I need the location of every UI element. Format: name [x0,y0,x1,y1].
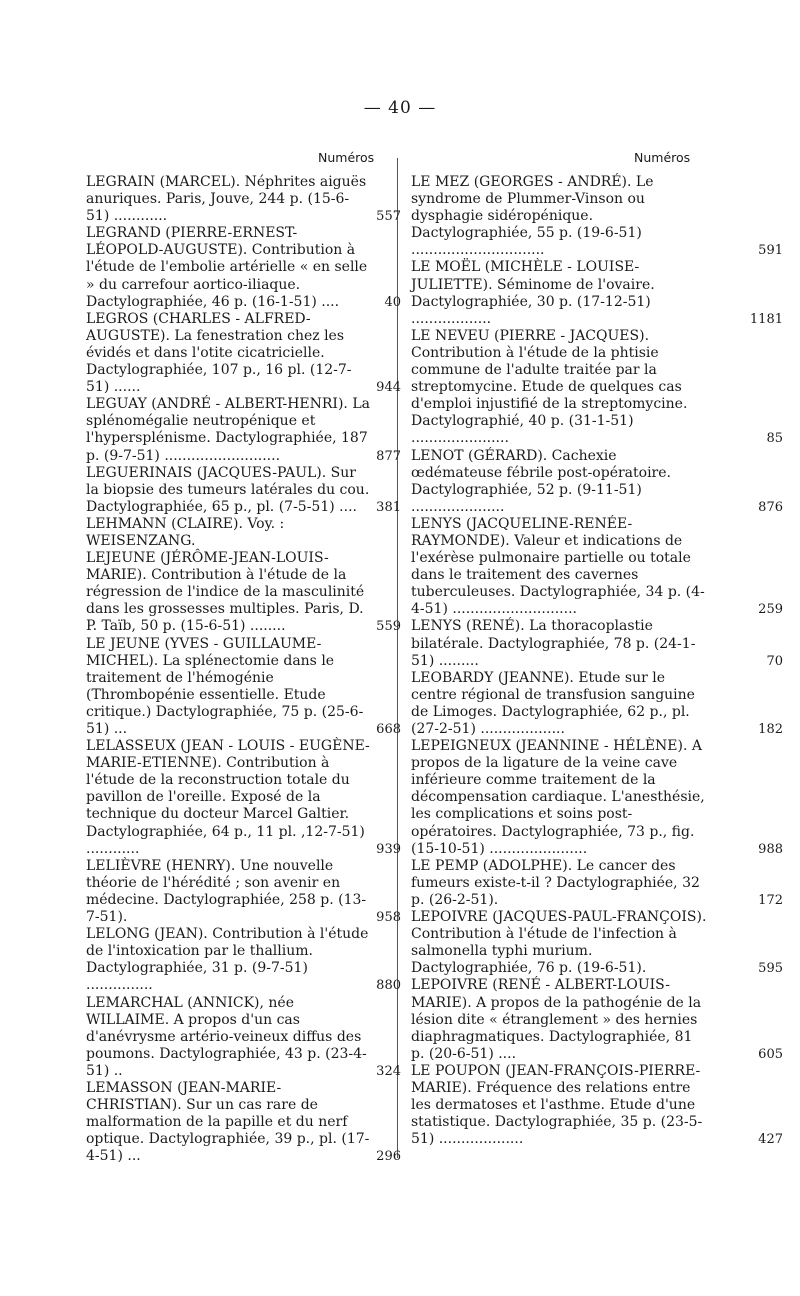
entry-number: 605 [758,1046,783,1062]
list-item [86,994,401,1080]
entry-text: LEPOIVRE (RENÉ - ALBERT-LOUIS-MARIE). A propos de la pathogénie de la lésion dite « étranglement » des hernies diaphragmatiques. Dactylographiée, 81 p. (20-6-51) .... [411,977,702,1062]
entry-text: LELASSEUX (JEAN - LOUIS - EUGÈNE-MARIE-ETIENNE). Contribution à l'étude de la reconstruction totale du pavillon de l'oreille. Exposé de la technique du docteur Marcel Galtier. Dactylographiée, 64 p., 11 pl. ,12-7-51) ............ [86,738,370,857]
entry-number: 668 [376,722,401,737]
entry-number: 557 [376,209,401,225]
list-item [86,225,401,310]
entry-number: 182 [758,722,783,737]
list-item [411,259,783,327]
list-item [86,857,401,926]
list-item [411,977,783,1062]
entry-number: 595 [758,961,783,977]
entry-text: LE NEVEU (PIERRE - JACQUES). Contribution à l'étude de la phtisie commune de l'adulte traitée par la streptomycine. Etude de quelques cas d'emploi injustifié de la streptomycine. Dactylographié, 40 p. (31-1-51) ...................... [411,327,688,447]
list-item [411,447,783,516]
entry-number: 40 [384,294,401,310]
entry-number: 877 [376,448,401,464]
entry-number: 876 [758,499,783,515]
column-header-left: Numéros [318,150,375,165]
entry-text: LEPEIGNEUX (JEANNINE - HÉLÈNE). A propos de la ligature de la veine cave inférieure comme traitement de la décompensation cardiaque. L'anesthésie, les complications et soins post-opératoires. Dactylographiée, 73 p., fig. (15-10-51) ...................... [411,738,705,857]
entry-text: LELIÈVRE (HENRY). Une nouvelle théorie de l'hérédité ; son avenir en médecine. Dactylographiée, 258 p. (13-7-51). [86,857,367,926]
list-item [86,310,401,396]
entry-text: LEGUAY (ANDRÉ - ALBERT-HENRI). La splénomégalie neutropénique et l'hypersplénisme. Dactylographiée, 187 p. (9-7-51) .......................... [86,396,370,464]
entry-text: LENYS (JACQUELINE-RENÉE-RAYMONDE). Valeur et indications de l'exérèse pulmonaire partielle ou totale dans le traitement des cavernes tuberculeuses. Dactylographiée, 34 p. (4-4-51) ............................ [411,515,705,618]
entry-number: 591 [758,243,783,259]
entry-text: LEOBARDY (JEANNE). Etude sur le centre régional de transfusion sanguine de Limoges. Dactylographiée, 62 p., pl. (27-2-51) ................... [411,669,695,737]
list-item [86,550,401,635]
entry-number: 958 [376,910,401,926]
entry-text: LE MOËL (MICHÈLE - LOUISE-JULIETTE). Séminome de l'ovaire. Dactylographiée, 30 p. (17-12-51) .................. [411,259,655,327]
list-item [411,1062,783,1148]
entry-text: LEMASSON (JEAN-MARIE-CHRISTIAN). Sur un cas rare de malformation de la papille et du nerf optique. Dactylographiée, 39 p., pl. (17-4-51) ... [86,1079,370,1165]
entry-number: 172 [758,892,783,908]
entry-text: LE JEUNE (YVES - GUILLAUME-MICHEL). La splénectomie dans le traitement de l'hémogénie (Thrombopénie essentielle. Etude critique.) Dactylographiée, 75 p. (25-6-51) ... [86,635,364,737]
entry-number: 381 [376,499,401,515]
entry-number: 939 [376,841,401,857]
entry-number: 880 [376,978,401,994]
entry-text: LEGRAND (PIERRE-ERNEST-LÉOPOLD-AUGUSTE). Contribution à l'étude de l'embolie artérielle « en selle » du carrefour aortico-iliaque. Dactylographiée, 46 p. (16-1-51) .... [86,225,368,310]
list-item [86,396,401,464]
list-item [86,738,401,858]
entry-number: 988 [758,841,783,857]
entry-text: LEHMANN (CLAIRE). Voy. : WEISENZANG. [86,515,285,549]
list-item [411,857,783,909]
list-item [411,515,783,619]
list-item [86,174,401,225]
entry-number: 559 [376,619,401,635]
entry-text: LEGRAIN (MARCEL). Néphrites aiguës anuriques. Paris, Jouve, 244 p. (15-6-51) ............ [86,174,367,225]
entry-text: LENYS (RENÉ). La thoracoplastie bilatérale. Dactylographiée, 78 p. (24-1-51) ......... [411,618,696,669]
page-number: — 40 — [363,98,437,118]
list-item [86,635,401,739]
entry-text: LEJEUNE (JÉRÔME-JEAN-LOUIS-MARIE). Contribution à l'étude de la régression de l'indice de la masculinité dans les grossesses multiples. Paris, D. P. Taïb, 50 p. (15-6-51) ........ [86,550,365,635]
entry-number: 324 [376,1063,401,1079]
right-column [411,174,783,1148]
entry-text: LE MEZ (GEORGES - ANDRÉ). Le syndrome de Plummer-Vinson ou dysphagie sidéropénique. Dactylographiée, 55 p. (19-6-51) .............................. [411,174,654,259]
entry-text: LEGROS (CHARLES - ALFRED-AUGUSTE). La fenestration chez les évidés et dans l'otite cicatricielle. Dactylographiée, 107 p., 16 pl. (12-7-51) ...... [86,310,352,396]
left-column [86,174,401,1165]
entry-number: 259 [758,602,783,618]
list-item [86,926,401,994]
list-item [411,327,783,448]
entry-number: 427 [758,1132,783,1148]
list-item [411,669,783,738]
list-item [411,909,783,977]
list-item [86,516,371,550]
entry-text: LEPOIVRE (JACQUES-PAUL-FRANÇOIS). Contribution à l'étude de l'infection à salmonella typhi murium. Dactylographiée, 76 p. (19-6-51). [411,909,707,977]
column-header-right: Numéros [634,150,691,165]
entry-number: 85 [766,431,783,447]
entry-number: 296 [376,1149,401,1165]
entry-number: 70 [766,653,783,669]
entry-text: LEGUERINAIS (JACQUES-PAUL). Sur la biopsie des tumeurs latérales du cou. Dactylographiée, 65 p., pl. (7-5-51) .... [86,464,370,515]
list-item [411,174,783,259]
list-item [86,1079,401,1165]
entry-text: LELONG (JEAN). Contribution à l'étude de l'intoxication par le thallium. Dactylographiée, 31 p. (9-7-51) ............... [86,926,369,994]
list-item [411,738,783,858]
list-item [411,618,783,669]
entry-text: LE PEMP (ADOLPHE). Le cancer des fumeurs existe-t-il ? Dactylographiée, 32 p. (26-2-51). [411,857,700,908]
entry-text: LE POUPON (JEAN-FRANÇOIS-PIERRE-MARIE). Fréquence des relations entre les dermatoses et l'asthme. Etude d'une statistique. Dactylographiée, 35 p. (23-5-51) ................... [411,1062,703,1148]
entry-number: 944 [376,380,401,396]
entry-text: LENOT (GÉRARD). Cachexie œdémateuse fébrile post-opératoire. Dactylographiée, 52 p. (9-11-51) ..................... [411,447,671,515]
entry-text: LEMARCHAL (ANNICK), née WILLAIME. A propos d'un cas d'anévrysme artério-veineux diffus des poumons. Dactylographiée, 43 p. (23-4-51) .. [86,994,367,1079]
list-item [86,464,401,516]
entry-number: 1181 [749,311,783,327]
